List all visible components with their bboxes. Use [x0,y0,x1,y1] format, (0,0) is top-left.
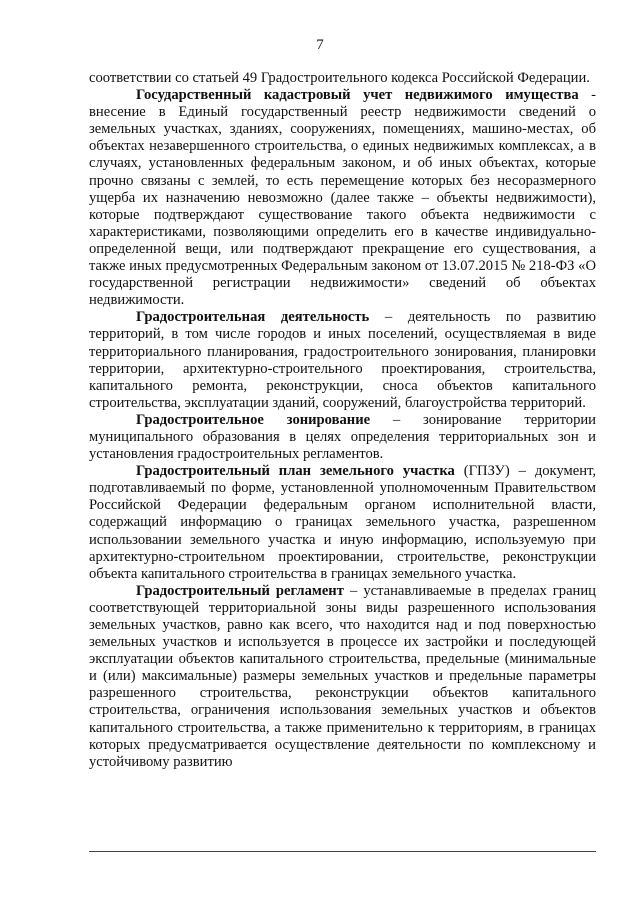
term-heading: Градостроительный план земельного участка [136,463,455,480]
paragraph-text: (ГПЗУ) – документ, подготавливаемый по форме, установленной уполномоченным Правительством Российской Федерации федеральным органом исполнительной власти, содержащий информацию о границах земельного участка, разрешенном использовании земельного участка и иную информацию, используемую при архитектурно-строительном проектировании, строительстве, реконструкции объекта капитального строительства в границах земельного участка. [89,463,596,582]
paragraph-cadastral-registration [89,87,596,309]
paragraph-text: соответствии со статьей 49 Градостроительного кодекса Российской Федерации. [89,70,590,86]
paragraph-urban-planning-activity [89,309,596,412]
paragraph-urban-regulation [89,583,596,771]
document-body [89,70,596,771]
term-heading: Градостроительный регламент [136,582,344,599]
paragraph-text: – зонирование территории муниципального образования в целях определения территориальных зон и установления градостроительных регламентов. [89,411,596,463]
paragraph-urban-zoning [89,412,596,463]
paragraph-text: – устанавливаемые в пределах границ соответствующей территориальной зоны виды разрешенного использования земельных участков, равно как всего, что находится над и под поверхностью земельных участков и используется в процессе их застройки и последующей эксплуатации объектов капитального строительства, предельные (минимальные и (или) максимальные) размеры земельных участков и предельные параметры разрешенного строительства, реконструкции объектов капитального строительства, ограничения использования земельных участков и объектов капитального строительства, а также применительно к территориям, в границах которых предусматривается осуществление деятельности по комплексному и устойчивому развитию [89,582,596,770]
page-number: 7 [316,37,324,53]
term-heading: Государственный кадастровый учет недвижимого имущества [136,87,579,104]
paragraph-text: – деятельность по развитию территорий, в том числе городов и иных поселений, осуществляемая в виде территориального планирования, градостроительного зонирования, планировки территории, архитектурно-строительного проектирования, строительства, капитального ремонта, реконструкции, сноса объектов капитального строительства, эксплуатации зданий, сооружений, благоустройства территорий. [89,309,596,411]
paragraph-text: - внесение в Единый государственный реестр недвижимости сведений о земельных участках, зданиях, сооружениях, помещениях, машино-местах, об объектах незавершенного строительства, о единых недвижимых комплексах, а в случаях, установленных федеральным законом, и об иных объектах, которые прочно связаны с землей, то есть перемещение которых без несоразмерного ущерба их назначению невозможно (далее также – объекты недвижимости), которые подтверждают существование такого объекта недвижимости с характеристиками, позволяющими определить его в качестве индивидуально-определенной вещи, или подтверждают прекращение его существования, а также иных предусмотренных Федеральным законом от 13.07.2015 № 218-ФЗ «О государственной регистрации недвижимости» сведений об объектах недвижимости. [89,87,596,309]
paragraph-continuation [89,70,596,87]
term-heading: Градостроительная деятельность [136,309,370,326]
footer-divider [89,851,596,852]
paragraph-land-plot-plan [89,463,596,583]
term-heading: Градостроительное зонирование [136,411,371,428]
